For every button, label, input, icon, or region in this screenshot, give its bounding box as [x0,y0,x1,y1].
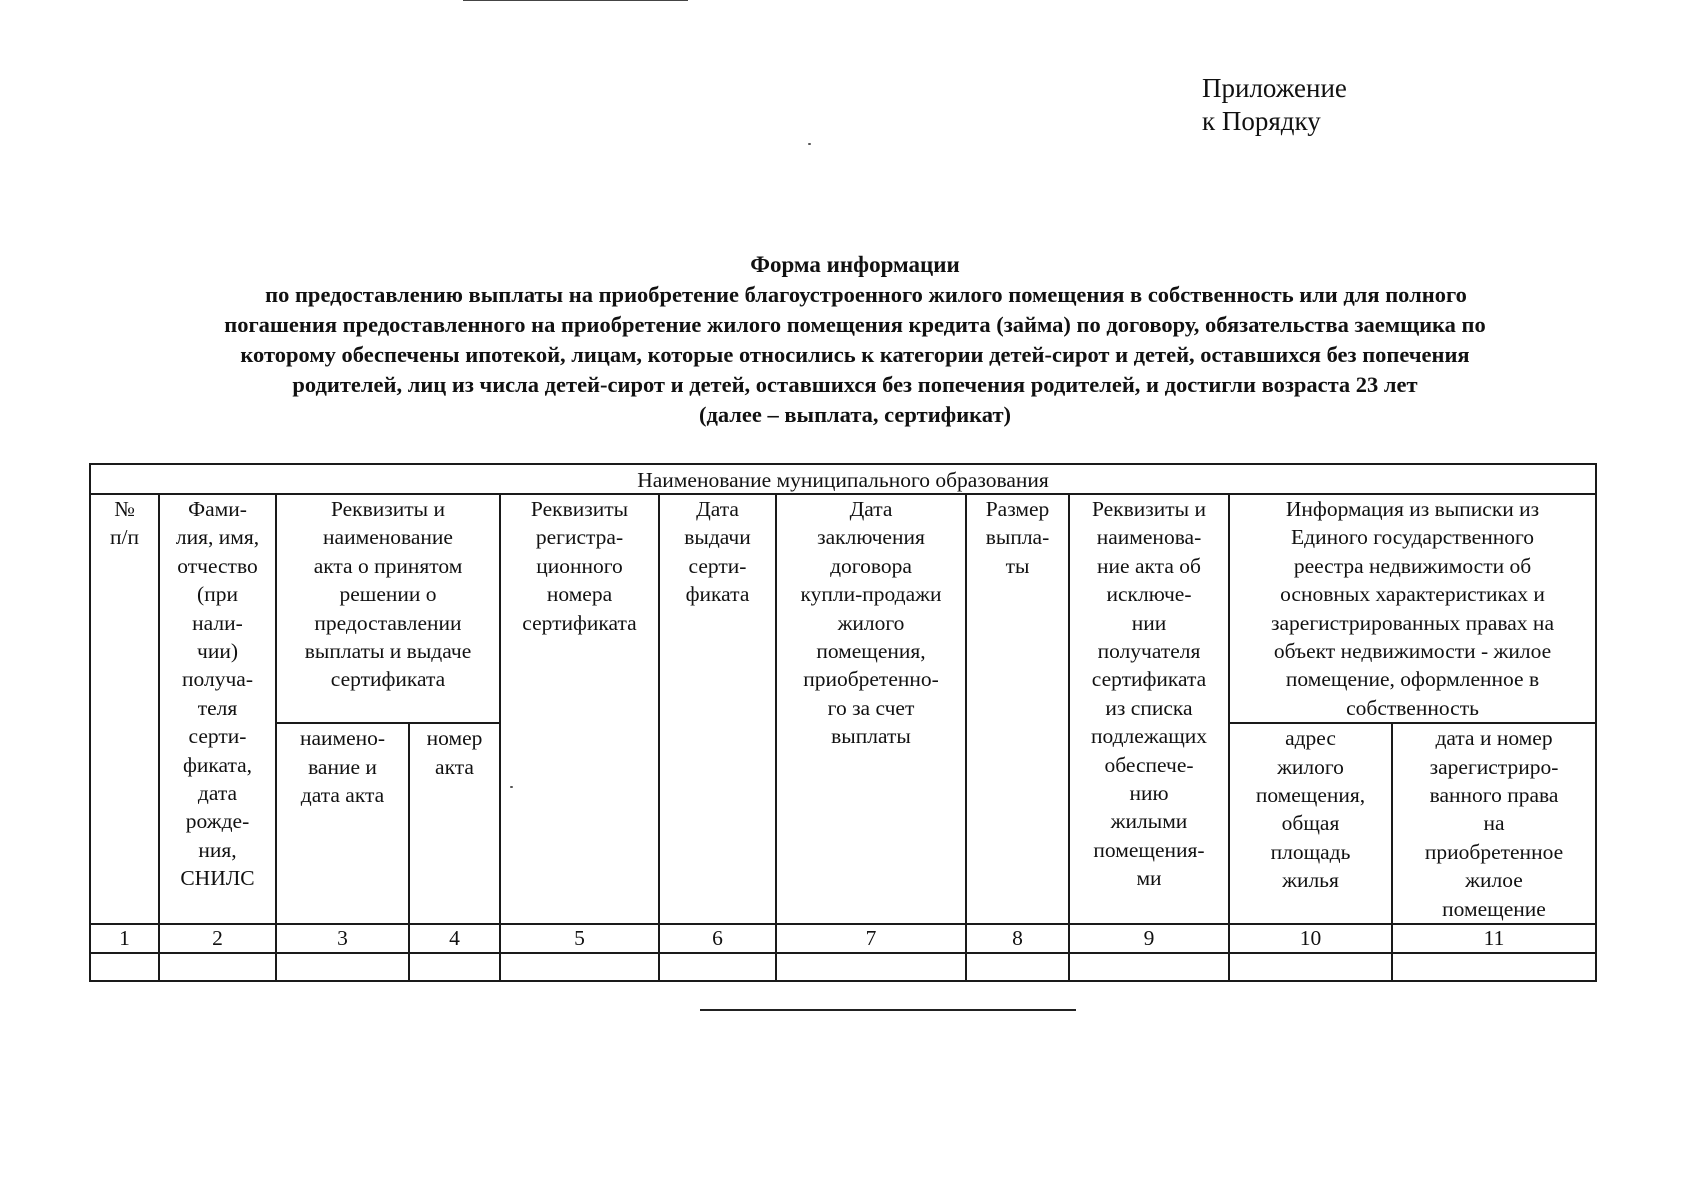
header-text-line: Фами- [188,497,247,521]
header-text-line: помещение, оформленное в [1285,667,1540,692]
scan-speck [808,143,811,145]
header-text-line: ционного [536,553,623,578]
appendix-note [1202,72,1347,138]
header-col-10 [1229,723,1392,924]
header-text-line: фиката, [182,752,253,777]
title-line-3: которому обеспечены ипотекой, лицам, которые относились к категории детей-сирот и детей, оставшихся без попечения [240,342,1470,367]
header-text-line: номер [426,726,483,751]
header-text-line: жилыми [1110,809,1188,834]
header-text-line: СНИЛС [180,866,255,891]
header-text-line: Размер [985,497,1050,521]
header-text-line: серти- [688,553,747,578]
header-text-line: помещения, [1255,783,1366,808]
empty-cell-10[interactable] [1229,953,1392,981]
header-text-line: ние акта об [1097,553,1201,578]
title-line-5: (далее – выплата, сертификат) [698,402,1012,427]
empty-cell-9[interactable] [1069,953,1229,981]
header-text-line: выпла- [985,525,1050,550]
header-text-line: обеспече- [1104,752,1194,777]
header-text-line: ты [1005,553,1030,578]
header-text-line: зарегистриро- [1429,754,1559,779]
form-title: Форма информации [750,252,960,277]
empty-cell-7[interactable] [776,953,966,981]
column-number-row [90,924,1596,953]
header-text-line: основных характеристиках и [1280,582,1545,607]
header-text-line: договора [830,553,912,578]
empty-cell-6[interactable] [659,953,776,981]
column-number-8: 8 [966,924,1069,953]
column-number-3: 3 [276,924,409,953]
column-number-11: 11 [1392,924,1596,953]
header-text-line: площадь [1270,839,1351,864]
information-form-table [89,463,1597,982]
end-of-form-rule [700,1009,1076,1011]
header-text-line: на [1483,811,1505,836]
header-col-2 [159,494,276,924]
header-col-6 [659,494,776,924]
header-text-line: Дата [696,497,739,521]
column-number-6: 6 [659,924,776,953]
header-text-line: лия, имя, [175,525,260,550]
header-text-line: нию [1129,781,1169,806]
header-text-line: жилого [1277,754,1344,779]
title-line-2: погашения предоставленного на приобретение жилого помещения кредита (займа) по договору, обязательства заемщика по [224,312,1486,337]
top-edge-rule [463,0,688,1]
header-text-line: п/п [110,525,139,550]
empty-cell-1[interactable] [90,953,159,981]
header-text-line: собственность [1346,695,1479,720]
appendix-line-1: Приложение [1202,73,1347,103]
header-text-line: ния, [198,837,237,862]
header-text-line: жилого [837,610,905,635]
header-text-line: Информация из выписки из [1285,497,1540,521]
header-text-line: из списка [1105,695,1193,720]
header-text-line: приобретенно- [803,667,939,692]
header-text-line: получателя [1097,639,1201,664]
header-col-1 [90,494,159,924]
header-col-9 [1069,494,1229,924]
appendix-line-2: к Порядку [1202,106,1321,136]
header-text-line: помещения- [1093,837,1205,862]
header-group-10-11 [1229,494,1596,723]
column-number-2: 2 [159,924,276,953]
header-text-line: жилья [1282,868,1339,893]
empty-cell-2[interactable] [159,953,276,981]
header-text-line: теля [197,695,238,720]
column-number-1: 1 [90,924,159,953]
header-text-line: помещения, [816,639,926,664]
empty-cell-4[interactable] [409,953,500,981]
title-line-4: родителей, лиц из числа детей-сирот и детей, оставшихся без попечения родителей, и достигли возраста 23 лет [292,372,1418,397]
header-text-line: подлежащих [1090,724,1208,749]
header-text-line: Дата [849,497,893,521]
header-text-line: исключе- [1106,582,1192,607]
header-text-line: заключения [817,525,925,550]
header-text-line: зарегистрированных правах на [1271,610,1554,635]
municipal-header-cell: Наименование муниципального образования [90,464,1596,494]
header-group-3-4 [276,494,500,723]
header-text-line: Реквизиты и [1091,497,1207,521]
header-text-line: регистра- [535,525,624,550]
header-text-line: дата акта [300,783,385,808]
header-text-line: акта о принятом [313,553,463,578]
header-text-line: наименование [323,525,453,550]
header-text-line: Реквизиты и [330,497,446,521]
header-text-line: реестра недвижимости об [1293,553,1532,578]
header-text-line: решении о [339,582,437,607]
header-text-line: акта [435,754,474,779]
header-text-line: купли-продажи [800,582,942,607]
header-text-line: ванного права [1429,783,1559,808]
header-col-5 [500,494,659,924]
header-text-line: помещение [1442,896,1546,921]
empty-cell-11[interactable] [1392,953,1596,981]
header-text-line: выплаты и выдаче [304,639,472,664]
header-text-line: дата [197,781,238,806]
header-text-line: серти- [188,724,247,749]
header-text-line: Единого государственного [1291,525,1534,550]
header-text-line: нии [1131,610,1167,635]
form-title-block [90,250,1620,430]
header-text-line: чии) [197,639,238,664]
title-line-1: по предоставлению выплаты на приобретение благоустроенного жилого помещения в собственность или для полного [265,282,1467,307]
column-number-4: 4 [409,924,500,953]
header-text-line: выплаты [831,724,911,749]
header-text-line: отчество [177,553,258,578]
header-text-line: адрес [1285,726,1336,751]
column-number-10: 10 [1229,924,1392,953]
empty-cell-8[interactable] [966,953,1069,981]
empty-data-row [90,953,1596,981]
header-text-line: (при [197,582,238,607]
header-col-8 [966,494,1069,924]
header-text-line: фиката [685,582,750,607]
header-text-line: сертификата [330,667,446,692]
header-text-line: рожде- [185,809,250,834]
header-text-line: № [114,497,135,521]
header-col-11 [1392,723,1596,924]
header-text-line: наимено- [299,726,386,751]
column-number-9: 9 [1069,924,1229,953]
header-text-line: получа- [182,667,253,692]
header-text-line: жилое [1465,868,1523,893]
header-col-7 [776,494,966,924]
header-text-line: предоставлении [314,610,462,635]
column-number-7: 7 [776,924,966,953]
header-text-line: наименова- [1096,525,1202,550]
header-text-line: ми [1136,866,1162,891]
empty-cell-5[interactable] [500,953,659,981]
header-text-line: приобретенное [1424,839,1564,864]
column-number-5: 5 [500,924,659,953]
header-text-line: вание и [308,754,377,779]
empty-cell-3[interactable] [276,953,409,981]
header-col-4 [409,723,500,924]
header-text-line: номера [546,582,613,607]
header-text-line: объект недвижимости - жилое [1273,639,1552,664]
header-col-3 [276,723,409,924]
header-text-line: сертификата [522,610,637,635]
scan-speck [510,786,513,788]
header-text-line: нали- [192,610,243,635]
header-text-line: го за счет [827,695,915,720]
header-text-line: дата и номер [1435,726,1553,751]
header-text-line: сертификата [1091,667,1207,692]
header-text-line: общая [1281,811,1340,836]
header-text-line: Реквизиты [530,497,629,521]
header-text-line: выдачи [684,525,751,550]
